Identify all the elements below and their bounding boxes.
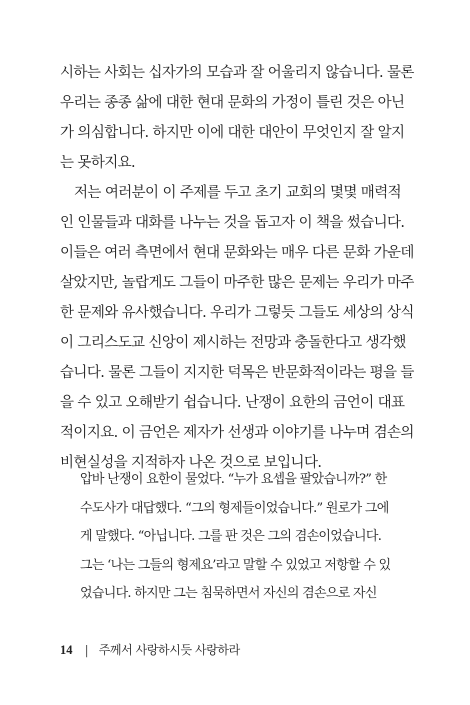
quote-line: 압바 난쟁이 요한이 물었다. “누가 요셉을 팔았습니까?” 한 [80, 472, 387, 487]
footer-separator: | [84, 642, 89, 657]
page-footer [60, 642, 240, 658]
quote-line: 그는 ‘나는 그들의 형제요’라고 말할 수 있었고 저항할 수 있 [80, 557, 391, 573]
body-line: 우리는 종종 삶에 대한 현대 문화의 가정이 틀린 것은 아닌 [60, 95, 405, 111]
quote-line: 수도사가 대답했다. “그의 형제들이었습니다.” 원로가 그에 [80, 500, 389, 516]
body-line: 이 그리스도교 신앙이 제시하는 전망과 충돌한다고 생각했 [60, 335, 406, 351]
body-line: 을 수 있고 오해받기 쉽습니다. 난쟁이 요한의 금언이 대표 [60, 395, 405, 411]
body-line: 한 문제와 유사했습니다. 우리가 그렇듯 그들도 세상의 상식 [60, 305, 414, 321]
quote-line: 게 말했다. “아닙니다. 그를 판 것은 그의 겸손이었습니다. [80, 529, 382, 544]
body-line: 인 인물들과 대화를 나누는 것을 돕고자 이 책을 썼습니다. [60, 215, 405, 231]
page-number: 14 [60, 643, 73, 657]
body-line: 는 못하지요. [60, 155, 136, 171]
body-line: 살았지만, 놀랍게도 그들이 마주한 많은 문제는 우리가 마주 [60, 275, 414, 291]
body-line: 적이지요. 이 금언은 제자가 선생과 이야기를 나누며 겸손의 [60, 425, 414, 441]
body-line: 시하는 사회는 십자가의 모습과 잘 어울리지 않습니다. 물론 [60, 65, 414, 81]
body-line: 습니다. 물론 그들이 지지한 덕목은 반문화적이라는 평을 들 [60, 365, 414, 381]
body-text [60, 58, 415, 478]
block-quote [80, 466, 400, 609]
body-line: 가 의심합니다. 하지만 이에 대한 대안이 무엇인지 잘 알지 [60, 125, 405, 141]
body-line: 이들은 여러 측면에서 현대 문화와는 매우 다른 문화 가운데 [60, 245, 414, 261]
quote-line: 었습니다. 하지만 그는 침묵하면서 자신의 겸손으로 자신 [80, 586, 377, 601]
running-title: 주께서 사랑하시듯 사랑하라 [98, 643, 240, 657]
body-line: 저는 여러분이 이 주제를 두고 초기 교회의 몇몇 매력적 [74, 185, 402, 201]
body-line: 비현실성을 지적하자 나온 것으로 보입니다. [60, 455, 322, 471]
